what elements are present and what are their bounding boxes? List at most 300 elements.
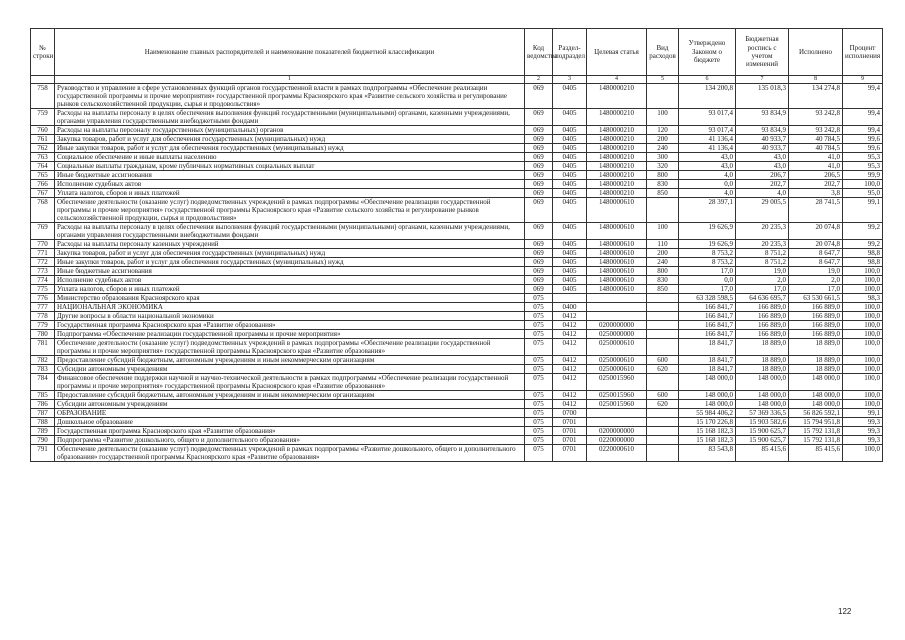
row-number: 763 — [31, 153, 55, 162]
header-isp: Исполнено — [789, 29, 843, 76]
header-num: № строки — [31, 29, 55, 76]
row-cel: 1480000610 — [587, 249, 647, 258]
row-ved: 075 — [525, 374, 553, 391]
row-executed: 19,0 — [789, 267, 843, 276]
row-approved: 148 000,0 — [679, 400, 736, 409]
row-percent: 99,3 — [843, 418, 883, 427]
row-percent: 95,3 — [843, 162, 883, 171]
header-vid: Вид расходов — [647, 29, 679, 76]
row-name: Субсидии автономным учреждениям — [55, 365, 525, 374]
col-number: 7 — [736, 76, 789, 84]
row-schedule: 18 889,0 — [736, 339, 789, 356]
row-number: 758 — [31, 84, 55, 109]
row-cel: 0250000610 — [587, 356, 647, 365]
row-approved: 166 841,7 — [679, 312, 736, 321]
table-row — [31, 189, 883, 198]
row-cel: 1480000610 — [587, 285, 647, 294]
table-row — [31, 339, 883, 356]
row-razdel: 0701 — [553, 436, 587, 445]
row-schedule: 135 018,3 — [736, 84, 789, 109]
row-number: 768 — [31, 198, 55, 223]
col-number: 2 — [525, 76, 553, 84]
row-approved: 166 841,7 — [679, 321, 736, 330]
row-vid — [647, 303, 679, 312]
row-ved: 069 — [525, 198, 553, 223]
row-approved: 17,0 — [679, 285, 736, 294]
table-row — [31, 436, 883, 445]
row-vid: 800 — [647, 267, 679, 276]
table-row — [31, 84, 883, 109]
row-executed: 41,0 — [789, 153, 843, 162]
row-executed: 8 647,7 — [789, 258, 843, 267]
row-vid: 800 — [647, 171, 679, 180]
row-name: Расходы на выплаты персоналу в целях обеспечения выполнения функций государственными (муниципальными) органами, казенными учреждениями, органами управления государственными внебюджетными фондами — [55, 109, 525, 126]
row-schedule: 85 415,6 — [736, 445, 789, 462]
row-executed: 3,8 — [789, 189, 843, 198]
row-razdel: 0405 — [553, 153, 587, 162]
row-name: Другие вопросы в области национальной экономики — [55, 312, 525, 321]
header-rosp: Бюджетная роспись с учетом изменений — [736, 29, 789, 76]
row-ved: 069 — [525, 285, 553, 294]
row-percent: 100,0 — [843, 356, 883, 365]
row-ved: 075 — [525, 427, 553, 436]
header-ved: Код ведомства — [525, 29, 553, 76]
row-cel — [587, 312, 647, 321]
row-cel: 0200000000 — [587, 321, 647, 330]
row-vid — [647, 409, 679, 418]
row-name: Исполнение судебных актов — [55, 180, 525, 189]
table-row — [31, 144, 883, 153]
row-executed: 148 000,0 — [789, 400, 843, 409]
table-row — [31, 240, 883, 249]
row-percent: 99,1 — [843, 198, 883, 223]
row-approved: 15 168 182,3 — [679, 427, 736, 436]
row-number: 762 — [31, 144, 55, 153]
row-razdel: 0412 — [553, 339, 587, 356]
row-schedule: 166 889,0 — [736, 303, 789, 312]
row-razdel: 0405 — [553, 162, 587, 171]
row-executed: 166 889,0 — [789, 321, 843, 330]
row-name: Иные закупки товаров, работ и услуг для обеспечения государственных (муниципальных) нужд — [55, 144, 525, 153]
row-razdel: 0405 — [553, 223, 587, 240]
row-ved: 069 — [525, 240, 553, 249]
row-approved: 28 397,1 — [679, 198, 736, 223]
row-cel: 1480000210 — [587, 171, 647, 180]
row-name: НАЦИОНАЛЬНАЯ ЭКОНОМИКА — [55, 303, 525, 312]
row-vid: 850 — [647, 285, 679, 294]
row-razdel: 0412 — [553, 400, 587, 409]
row-percent: 99,3 — [843, 436, 883, 445]
row-executed: 8 647,7 — [789, 249, 843, 258]
row-ved: 075 — [525, 391, 553, 400]
row-name: Финансовое обеспечение поддержки научной и научно-технической деятельности в рамках подпрограммы «Обеспечение реализации государственной программы и прочие мероприятия» государственной программы Красноярского края «Развитие образования» — [55, 374, 525, 391]
row-vid — [647, 84, 679, 109]
table-row — [31, 109, 883, 126]
row-razdel — [553, 294, 587, 303]
table-row — [31, 391, 883, 400]
row-name: Государственная программа Красноярского края «Развитие образования» — [55, 321, 525, 330]
row-ved: 075 — [525, 409, 553, 418]
row-ved: 075 — [525, 400, 553, 409]
row-cel: 0250015960 — [587, 374, 647, 391]
table-row — [31, 126, 883, 135]
table-body — [31, 84, 883, 462]
row-schedule: 20 235,3 — [736, 223, 789, 240]
row-name: Закупка товаров, работ и услуг для обеспечения государственных (муниципальных) нужд — [55, 135, 525, 144]
row-number: 766 — [31, 180, 55, 189]
row-name: Обеспечение деятельности (оказание услуг) подведомственных учреждений в рамках подпрограммы «Развитие дошкольного, общего и дополнительного образования» государственной программы Красноярского края «Развитие образования» — [55, 445, 525, 462]
table-row — [31, 427, 883, 436]
row-schedule: 18 889,0 — [736, 356, 789, 365]
row-razdel: 0405 — [553, 109, 587, 126]
page-number: 122 — [838, 607, 852, 616]
row-number: 780 — [31, 330, 55, 339]
row-ved: 075 — [525, 312, 553, 321]
row-executed: 18 889,0 — [789, 365, 843, 374]
row-number: 778 — [31, 312, 55, 321]
row-schedule: 166 889,0 — [736, 321, 789, 330]
row-percent: 95,3 — [843, 153, 883, 162]
column-numbers-row — [31, 76, 883, 84]
row-ved: 069 — [525, 109, 553, 126]
row-percent: 100,0 — [843, 374, 883, 391]
row-approved: 55 984 406,2 — [679, 409, 736, 418]
row-razdel: 0405 — [553, 171, 587, 180]
row-cel: 0220000610 — [587, 445, 647, 462]
table-row — [31, 276, 883, 285]
row-razdel: 0405 — [553, 240, 587, 249]
row-number: 771 — [31, 249, 55, 258]
row-schedule: 166 889,0 — [736, 330, 789, 339]
table-row — [31, 356, 883, 365]
row-vid: 240 — [647, 258, 679, 267]
row-executed: 85 415,6 — [789, 445, 843, 462]
header-name: Наименование главных распорядителей и наименование показателей бюджетной классификации — [55, 29, 525, 76]
row-executed: 148 000,0 — [789, 374, 843, 391]
row-vid — [647, 312, 679, 321]
row-razdel: 0701 — [553, 445, 587, 462]
row-schedule: 15 903 582,6 — [736, 418, 789, 427]
row-name: Подпрограмма «Обеспечение реализации государственной программы и прочие мероприятия» — [55, 330, 525, 339]
row-approved: 18 841,7 — [679, 365, 736, 374]
row-number: 765 — [31, 171, 55, 180]
row-razdel: 0400 — [553, 303, 587, 312]
row-cel: 1480000610 — [587, 267, 647, 276]
row-percent: 99,3 — [843, 427, 883, 436]
table-row — [31, 171, 883, 180]
row-ved: 075 — [525, 445, 553, 462]
row-ved: 069 — [525, 267, 553, 276]
row-schedule: 148 000,0 — [736, 391, 789, 400]
table-row — [31, 285, 883, 294]
row-name: Подпрограмма «Развитие дошкольного, общего и дополнительного образования» — [55, 436, 525, 445]
row-approved: 17,0 — [679, 267, 736, 276]
row-cel: 0250015960 — [587, 391, 647, 400]
row-schedule: 29 005,5 — [736, 198, 789, 223]
row-vid: 620 — [647, 400, 679, 409]
row-razdel: 0405 — [553, 276, 587, 285]
row-vid: 240 — [647, 144, 679, 153]
row-ved: 069 — [525, 135, 553, 144]
row-number: 787 — [31, 409, 55, 418]
row-approved: 134 200,8 — [679, 84, 736, 109]
row-approved: 93 017,4 — [679, 109, 736, 126]
row-cel: 0200000000 — [587, 427, 647, 436]
row-name: Социальные выплаты гражданам, кроме публичных нормативных социальных выплат — [55, 162, 525, 171]
row-schedule: 8 751,2 — [736, 249, 789, 258]
row-executed: 28 741,5 — [789, 198, 843, 223]
row-cel: 1480000210 — [587, 135, 647, 144]
row-vid: 200 — [647, 249, 679, 258]
row-ved: 075 — [525, 303, 553, 312]
row-ved: 075 — [525, 330, 553, 339]
header-utv: Утверждено Законом о бюджете — [679, 29, 736, 76]
row-percent: 99,6 — [843, 144, 883, 153]
row-number: 761 — [31, 135, 55, 144]
row-percent: 100,0 — [843, 321, 883, 330]
row-vid — [647, 418, 679, 427]
row-razdel: 0412 — [553, 365, 587, 374]
row-number: 785 — [31, 391, 55, 400]
row-vid — [647, 294, 679, 303]
row-vid — [647, 436, 679, 445]
row-percent: 99,6 — [843, 135, 883, 144]
row-number: 769 — [31, 223, 55, 240]
table-row — [31, 162, 883, 171]
row-approved: 63 328 598,5 — [679, 294, 736, 303]
row-number: 790 — [31, 436, 55, 445]
table-row — [31, 312, 883, 321]
row-approved: 43,0 — [679, 153, 736, 162]
row-percent: 98,8 — [843, 258, 883, 267]
col-number — [31, 76, 55, 84]
row-cel: 1480000210 — [587, 153, 647, 162]
table-row — [31, 374, 883, 391]
row-name: Предоставление субсидий бюджетным, автономным учреждениям и иным некоммерческим организациям — [55, 356, 525, 365]
row-name: Предоставление субсидий бюджетным, автономным учреждениям и иным некоммерческим организациям — [55, 391, 525, 400]
row-razdel: 0405 — [553, 189, 587, 198]
row-ved: 069 — [525, 180, 553, 189]
row-vid: 120 — [647, 126, 679, 135]
row-razdel: 0405 — [553, 285, 587, 294]
row-executed: 20 074,8 — [789, 240, 843, 249]
row-executed: 93 242,8 — [789, 126, 843, 135]
row-cel: 1480000210 — [587, 189, 647, 198]
table-row — [31, 135, 883, 144]
row-approved: 148 000,0 — [679, 391, 736, 400]
row-ved: 075 — [525, 339, 553, 356]
row-cel — [587, 294, 647, 303]
row-percent: 98,3 — [843, 294, 883, 303]
row-schedule: 43,0 — [736, 162, 789, 171]
row-schedule: 148 000,0 — [736, 374, 789, 391]
row-razdel: 0412 — [553, 330, 587, 339]
row-name: Расходы на выплаты персоналу в целях обеспечения выполнения функций государственными (муниципальными) органами, казенными учреждениями, органами управления государственными внебюджетными фондами — [55, 223, 525, 240]
row-percent: 99,4 — [843, 126, 883, 135]
header-proc: Процент исполнения — [843, 29, 883, 76]
row-schedule: 202,7 — [736, 180, 789, 189]
row-percent: 100,0 — [843, 400, 883, 409]
row-vid: 100 — [647, 109, 679, 126]
row-executed: 166 889,0 — [789, 303, 843, 312]
row-number: 781 — [31, 339, 55, 356]
row-approved: 19 626,9 — [679, 223, 736, 240]
row-executed: 41,0 — [789, 162, 843, 171]
row-vid: 850 — [647, 189, 679, 198]
table-row — [31, 445, 883, 462]
row-percent: 100,0 — [843, 267, 883, 276]
row-cel: 1480000210 — [587, 144, 647, 153]
row-cel: 0250000000 — [587, 330, 647, 339]
row-percent: 100,0 — [843, 303, 883, 312]
col-number: 8 — [789, 76, 843, 84]
budget-table — [30, 28, 883, 462]
row-approved: 4,0 — [679, 171, 736, 180]
row-percent: 100,0 — [843, 330, 883, 339]
row-cel: 1480000610 — [587, 258, 647, 267]
row-cel: 1480000210 — [587, 126, 647, 135]
row-name: Иные бюджетные ассигнования — [55, 267, 525, 276]
row-approved: 15 168 182,3 — [679, 436, 736, 445]
row-schedule: 8 751,2 — [736, 258, 789, 267]
row-approved: 41 136,4 — [679, 135, 736, 144]
row-schedule: 40 933,7 — [736, 144, 789, 153]
row-number: 791 — [31, 445, 55, 462]
row-name: Уплата налогов, сборов и иных платежей — [55, 285, 525, 294]
row-razdel: 0405 — [553, 198, 587, 223]
row-schedule: 93 834,9 — [736, 109, 789, 126]
row-cel: 1480000610 — [587, 240, 647, 249]
row-cel: 0250000610 — [587, 365, 647, 374]
row-number: 788 — [31, 418, 55, 427]
row-ved: 075 — [525, 321, 553, 330]
row-vid: 620 — [647, 365, 679, 374]
row-vid: 830 — [647, 276, 679, 285]
row-executed: 202,7 — [789, 180, 843, 189]
row-cel: 1480000610 — [587, 198, 647, 223]
row-cel: 1480000610 — [587, 223, 647, 240]
row-razdel: 0405 — [553, 180, 587, 189]
row-name: Обеспечение деятельности (оказание услуг) подведомственных учреждений в рамках подпрограммы «Обеспечение реализации государственной программы и прочие мероприятия» государственной программы Красноярского края «Развитие образования» — [55, 339, 525, 356]
row-name: Уплата налогов, сборов и иных платежей — [55, 189, 525, 198]
row-razdel: 0412 — [553, 391, 587, 400]
row-percent: 95,0 — [843, 189, 883, 198]
row-razdel: 0405 — [553, 267, 587, 276]
row-executed: 18 889,0 — [789, 339, 843, 356]
row-name: Социальное обеспечение и иные выплаты населению — [55, 153, 525, 162]
row-name: Государственная программа Красноярского края «Развитие образования» — [55, 427, 525, 436]
col-number: 4 — [587, 76, 647, 84]
row-number: 764 — [31, 162, 55, 171]
row-approved: 18 841,7 — [679, 356, 736, 365]
row-executed: 166 889,0 — [789, 312, 843, 321]
row-number: 783 — [31, 365, 55, 374]
row-schedule: 2,0 — [736, 276, 789, 285]
row-percent: 99,1 — [843, 409, 883, 418]
row-ved: 069 — [525, 189, 553, 198]
row-approved: 8 753,2 — [679, 249, 736, 258]
row-cel: 1480000210 — [587, 180, 647, 189]
table-row — [31, 365, 883, 374]
row-executed: 166 889,0 — [789, 330, 843, 339]
row-number: 777 — [31, 303, 55, 312]
row-number: 767 — [31, 189, 55, 198]
row-vid: 100 — [647, 223, 679, 240]
row-executed: 15 794 951,8 — [789, 418, 843, 427]
row-approved: 4,0 — [679, 189, 736, 198]
row-executed: 15 792 131,8 — [789, 436, 843, 445]
row-name: Министерство образования Красноярского края — [55, 294, 525, 303]
row-razdel: 0405 — [553, 144, 587, 153]
row-ved: 069 — [525, 171, 553, 180]
row-vid — [647, 339, 679, 356]
col-number: 5 — [647, 76, 679, 84]
row-schedule: 19,0 — [736, 267, 789, 276]
table-row — [31, 321, 883, 330]
table-row — [31, 418, 883, 427]
table-row — [31, 294, 883, 303]
row-razdel: 0701 — [553, 418, 587, 427]
row-number: 782 — [31, 356, 55, 365]
header-razdel: Раздел-подраздел — [553, 29, 587, 76]
row-schedule: 40 933,7 — [736, 135, 789, 144]
row-cel: 1480000210 — [587, 162, 647, 171]
row-schedule: 15 900 625,7 — [736, 427, 789, 436]
row-executed: 148 000,0 — [789, 391, 843, 400]
row-percent: 100,0 — [843, 285, 883, 294]
row-number: 772 — [31, 258, 55, 267]
row-approved: 148 000,0 — [679, 374, 736, 391]
row-number: 773 — [31, 267, 55, 276]
row-vid — [647, 445, 679, 462]
row-executed: 56 826 592,1 — [789, 409, 843, 418]
row-number: 770 — [31, 240, 55, 249]
row-schedule: 166 889,0 — [736, 312, 789, 321]
row-percent: 99,2 — [843, 223, 883, 240]
table-row — [31, 223, 883, 240]
row-cel — [587, 409, 647, 418]
row-name: Дошкольное образование — [55, 418, 525, 427]
row-number: 760 — [31, 126, 55, 135]
row-razdel: 0412 — [553, 312, 587, 321]
row-approved: 0,0 — [679, 276, 736, 285]
row-schedule: 4,0 — [736, 189, 789, 198]
table-row — [31, 400, 883, 409]
row-schedule: 57 369 336,5 — [736, 409, 789, 418]
row-vid: 110 — [647, 240, 679, 249]
row-approved: 0,0 — [679, 180, 736, 189]
row-executed: 18 889,0 — [789, 356, 843, 365]
row-razdel: 0405 — [553, 258, 587, 267]
row-vid — [647, 321, 679, 330]
row-vid: 600 — [647, 356, 679, 365]
table-row — [31, 153, 883, 162]
row-name: Субсидии автономным учреждениям — [55, 400, 525, 409]
row-approved: 43,0 — [679, 162, 736, 171]
row-approved: 15 170 226,8 — [679, 418, 736, 427]
row-vid: 600 — [647, 391, 679, 400]
row-percent: 100,0 — [843, 391, 883, 400]
row-razdel: 0701 — [553, 427, 587, 436]
row-vid — [647, 330, 679, 339]
row-executed: 93 242,8 — [789, 109, 843, 126]
row-razdel: 0405 — [553, 84, 587, 109]
row-schedule: 43,0 — [736, 153, 789, 162]
row-vid — [647, 374, 679, 391]
row-ved: 075 — [525, 365, 553, 374]
row-schedule: 148 000,0 — [736, 400, 789, 409]
col-number: 1 — [55, 76, 525, 84]
